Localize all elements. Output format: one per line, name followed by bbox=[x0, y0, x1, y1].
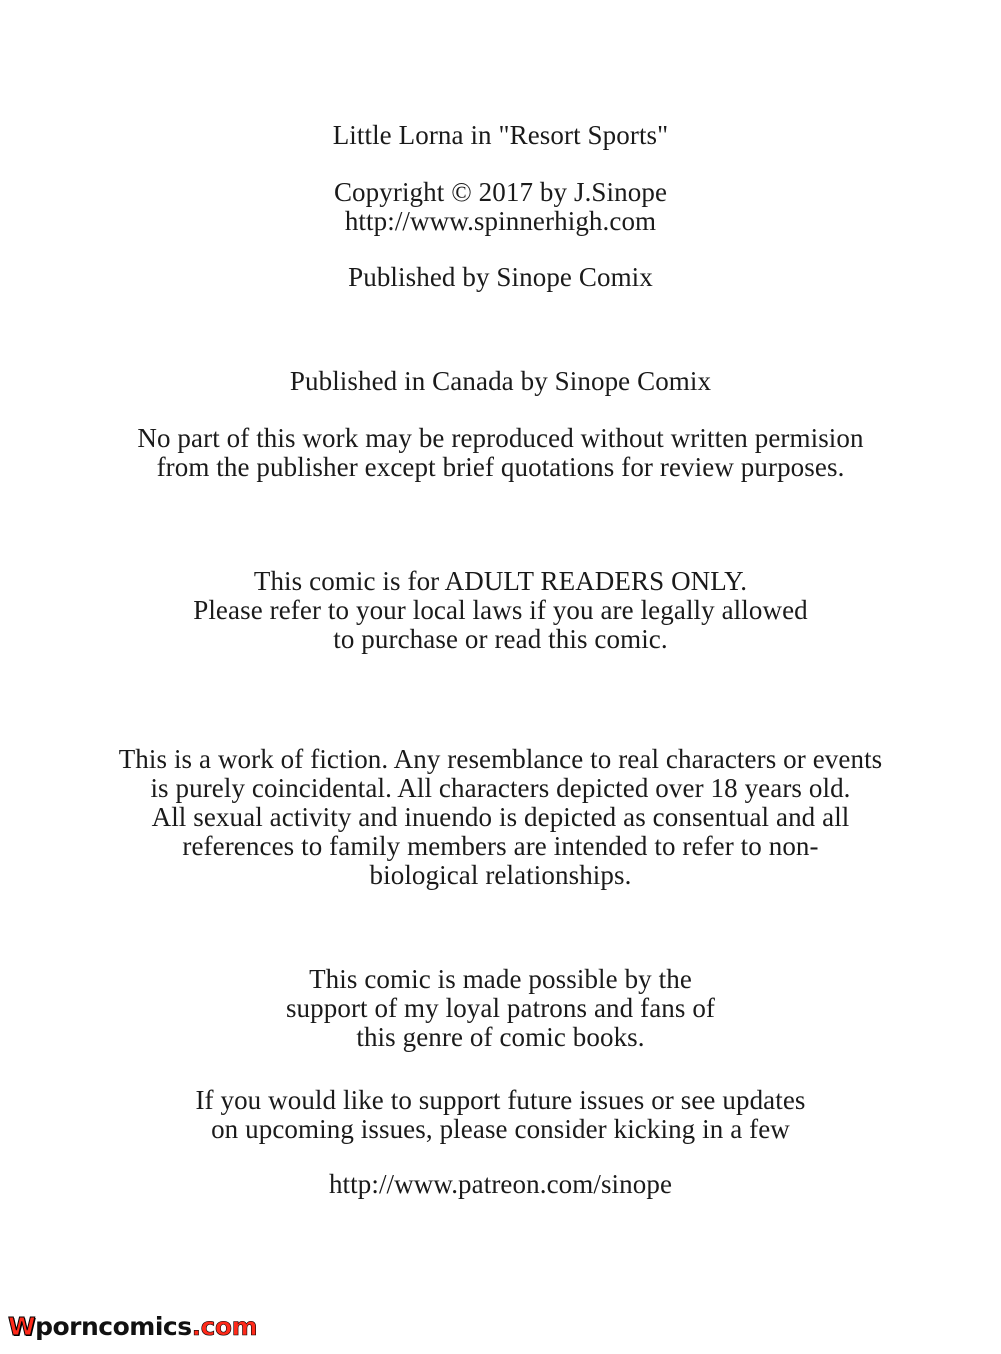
fiction-line-5: biological relationships. bbox=[369, 860, 632, 890]
rights-block bbox=[0, 424, 1001, 482]
rights-line-2: from the publisher except brief quotations for review purposes. bbox=[156, 452, 845, 482]
adult-warning-line-3: to purchase or read this comic. bbox=[333, 624, 668, 654]
publisher-line: Published by Sinope Comix bbox=[348, 262, 653, 292]
watermark-tld: .com bbox=[191, 1312, 258, 1341]
copyright-notice: Copyright © 2017 by J.Sinope bbox=[333, 177, 668, 207]
site-watermark-logo bbox=[8, 1312, 257, 1342]
support-line-2: on upcoming issues, please consider kicking in a few bbox=[211, 1114, 790, 1144]
patrons-line-2: support of my loyal patrons and fans of bbox=[285, 993, 716, 1023]
patreon-block bbox=[0, 1170, 1001, 1199]
support-block bbox=[0, 1086, 1001, 1144]
title-block bbox=[0, 121, 1001, 150]
patreon-link[interactable]: http://www.patreon.com/sinope bbox=[328, 1169, 673, 1199]
adult-warning-line-1: This comic is for ADULT READERS ONLY. bbox=[253, 566, 748, 596]
fiction-line-1: This is a work of fiction. Any resemblance to real characters or events bbox=[118, 744, 883, 774]
publisher-block bbox=[0, 263, 1001, 292]
adult-warning-line-2: Please refer to your local laws if you are legally allowed bbox=[193, 595, 808, 625]
published-in-block bbox=[0, 367, 1001, 396]
fiction-line-4: references to family members are intended to refer to non- bbox=[182, 831, 819, 861]
author-website-link[interactable]: http://www.spinnerhigh.com bbox=[344, 206, 657, 236]
fiction-disclaimer-block bbox=[0, 745, 1001, 890]
patrons-line-1: This comic is made possible by the bbox=[309, 964, 692, 994]
patrons-block bbox=[0, 965, 1001, 1052]
support-line-1: If you would like to support future issues or see updates bbox=[195, 1085, 806, 1115]
comic-title: Little Lorna in "Resort Sports" bbox=[332, 120, 669, 150]
rights-line-1: No part of this work may be reproduced without written permision bbox=[137, 423, 864, 453]
watermark-text: porncomics bbox=[35, 1312, 192, 1341]
copyright-block bbox=[0, 178, 1001, 236]
fiction-line-3: All sexual activity and inuendo is depicted as consentual and all bbox=[151, 802, 850, 832]
watermark-w-glyph: W bbox=[8, 1312, 36, 1341]
published-in-line: Published in Canada by Sinope Comix bbox=[289, 366, 712, 396]
patrons-line-3: this genre of comic books. bbox=[356, 1022, 645, 1052]
adult-warning-block bbox=[0, 567, 1001, 654]
fiction-line-2: is purely coincidental. All characters depicted over 18 years old. bbox=[150, 773, 851, 803]
